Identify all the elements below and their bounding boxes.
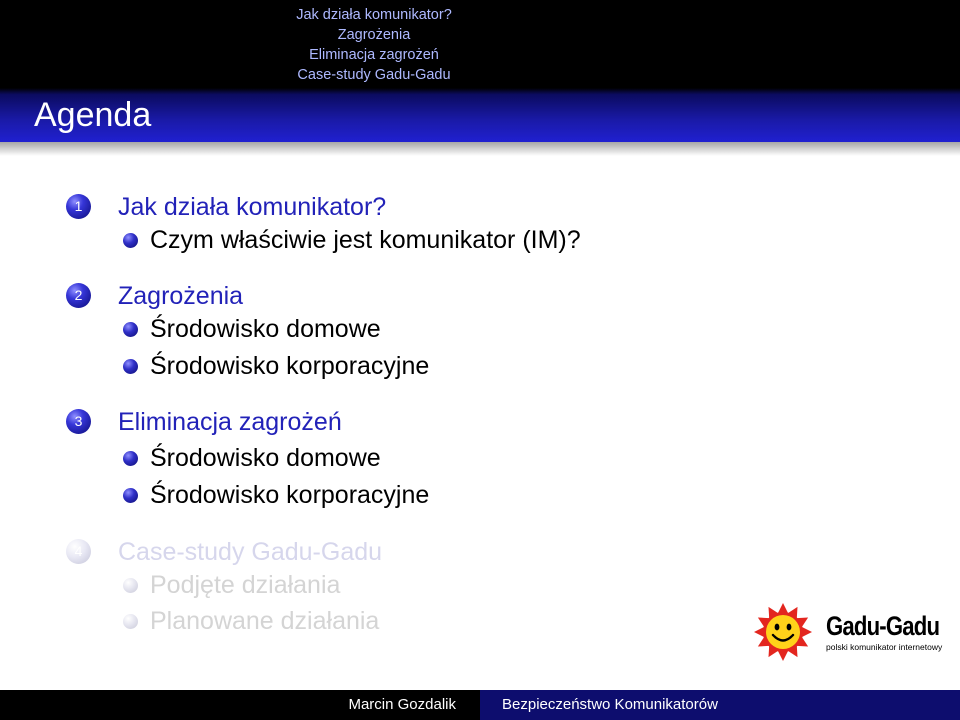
- title-shadow: [0, 142, 960, 156]
- footer-title: Bezpieczeństwo Komunikatorów: [502, 696, 718, 713]
- bullet-icon: [123, 233, 138, 248]
- bullet-icon: [123, 451, 138, 466]
- bullet-icon: [123, 578, 138, 593]
- bullet-icon: [123, 488, 138, 503]
- section-title[interactable]: Eliminacja zagrożeń: [118, 408, 342, 436]
- footer-author-box: [0, 690, 480, 720]
- section-number-ball: 3: [66, 409, 91, 434]
- frame-title-band: [0, 88, 960, 142]
- bullet-icon: [123, 614, 138, 629]
- logo-tagline: polski komunikator internetowy: [826, 642, 943, 652]
- subsection-item[interactable]: Środowisko domowe: [150, 315, 381, 343]
- logo-wordmark: Gadu-Gadu: [826, 611, 940, 641]
- sun-smiley-icon: [752, 602, 818, 662]
- section-number-ball: 2: [66, 283, 91, 308]
- section-number-ball: 4: [66, 539, 91, 564]
- section-title[interactable]: Case-study Gadu-Gadu: [118, 538, 383, 566]
- subsection-item[interactable]: Środowisko domowe: [150, 444, 381, 472]
- footer-author: Marcin Gozdalik: [348, 696, 456, 713]
- bullet-icon: [123, 322, 138, 337]
- frame-title: Agenda: [34, 96, 152, 134]
- subsection-item[interactable]: Środowisko korporacyjne: [150, 352, 430, 380]
- nav-item-eliminacja[interactable]: Eliminacja zagrożeń: [309, 47, 439, 63]
- nav-item-case-study[interactable]: Case-study Gadu-Gadu: [297, 67, 451, 83]
- subsection-item[interactable]: Podjęte działania: [150, 571, 341, 599]
- subsection-item[interactable]: Czym właściwie jest komunikator (IM)?: [150, 226, 581, 254]
- subsection-item[interactable]: Środowisko korporacyjne: [150, 481, 430, 509]
- footer: [0, 690, 960, 720]
- section-navigation: [0, 5, 960, 85]
- nav-item-jak-dziala[interactable]: Jak działa komunikator?: [296, 7, 452, 23]
- section-number-ball: 1: [66, 194, 91, 219]
- section-title[interactable]: Jak działa komunikator?: [118, 193, 387, 221]
- gadu-gadu-logo: [752, 602, 942, 662]
- subsection-item[interactable]: Planowane działania: [150, 607, 380, 635]
- footer-title-box: [480, 690, 960, 720]
- top-navigation-bar: [0, 0, 960, 88]
- bullet-icon: [123, 359, 138, 374]
- section-title[interactable]: Zagrożenia: [118, 282, 244, 310]
- nav-item-zagrozenia[interactable]: Zagrożenia: [337, 27, 411, 43]
